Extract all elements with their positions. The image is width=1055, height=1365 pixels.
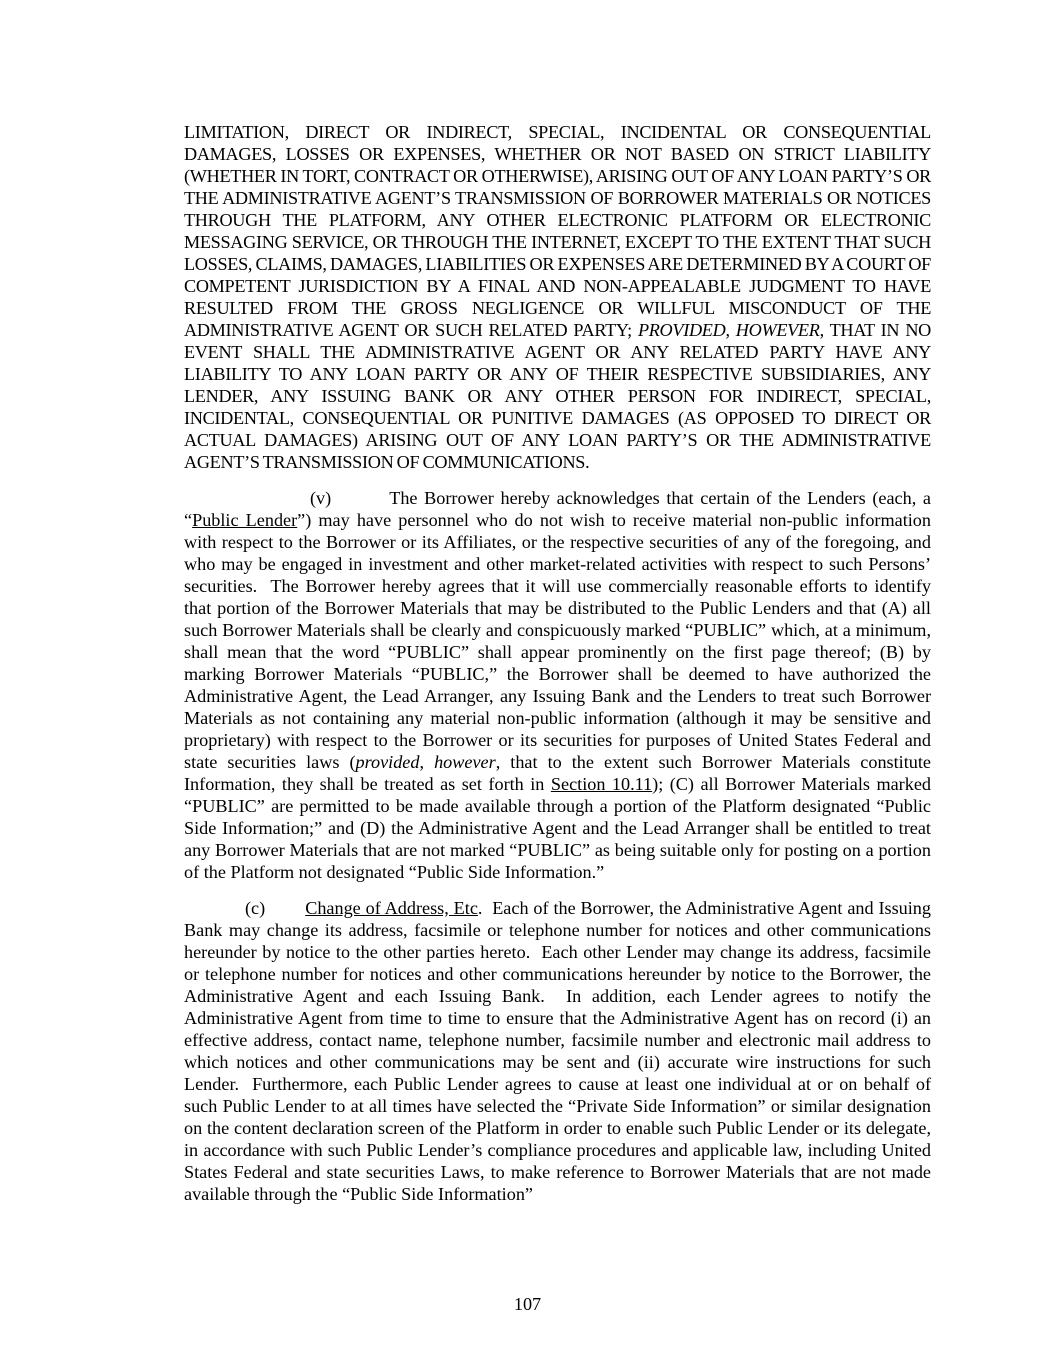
text-run: however xyxy=(434,752,496,772)
text-run: , THAT IN NO EVENT SHALL THE ADMINISTRATIVE AGENT OR ANY RELATED PARTY HAVE ANY LIABILITY TO ANY LOAN PARTY OR ANY OF THEIR RESPECTIVE SUBSIDIARIES, ANY LENDER, ANY ISSUING BANK OR ANY OTHER PERSON FOR INDIRECT, SPECIAL, INCIDENTAL, CONSEQUENTIAL OR PUNITIVE DAMAGES (AS OPPOSED TO DIRECT OR ACTUAL DAMAGES) ARISING OUT OF ANY LOAN PARTY’S OR THE ADMINISTRATIVE AGENT’S TRANSMISSION OF COMMUNICATIONS. xyxy=(184,320,931,472)
text-run: Change of Address, Etc xyxy=(305,898,478,918)
paragraph-change-of-address xyxy=(184,897,931,1205)
page-number: 107 xyxy=(513,1294,542,1314)
paragraph-public-lender xyxy=(184,487,931,883)
text-run: HOWEVER xyxy=(735,320,820,340)
text-run: PROVIDED xyxy=(637,320,726,340)
text-run: (v) xyxy=(310,488,332,508)
text-run: Public Lender xyxy=(192,510,298,530)
text-run: LIMITATION, DIRECT OR INDIRECT, SPECIAL, INCIDENTAL OR CONSEQUENTIAL DAMAGES, LOSSES OR EXPENSES, WHETHER OR NOT BASED ON STRICT LIABILITY (WHETHER IN TORT, CONTRACT OR OTHERWISE), ARISING OUT OF ANY LOAN PARTY’S OR THE ADMINISTRATIVE AGENT’S TRANSMISSION OF BORROWER MATERIALS OR NOTICES THROUGH THE PLATFORM, ANY OTHER ELECTRONIC PLATFORM OR ELECTRONIC MESSAGING SERVICE, OR THROUGH THE INTERNET, EXCEPT TO THE EXTENT THAT SUCH LOSSES, CLAIMS, DAMAGES, LIABILITIES OR EXPENSES ARE DETERMINED BY A COURT OF COMPETENT JURISDICTION BY A FINAL AND NON-APPEALABLE JUDGMENT TO HAVE RESULTED FROM THE GROSS NEGLIGENCE OR WILLFUL MISCONDUCT OF THE ADMINISTRATIVE AGENT OR SUCH RELATED PARTY; xyxy=(184,122,931,340)
text-run: . Each of the Borrower, the Administrative Agent and Issuing Bank may change its address, facsimile or telephone number for notices and other communications hereunder by notice to the other parties hereto. Each other Lender may change its address, facsimile or telephone number for notices and other communications hereunder by notice to the Borrower, the Administrative Agent and each Issuing Bank. In addition, each Lender agrees to notify the Administrative Agent from time to time to ensure that the Administrative Agent has on record (i) an effective address, contact name, telephone number, facsimile number and electronic mail address to which notices and other communications may be sent and (ii) accurate wire instructions for such Lender. Furthermore, each Public Lender agrees to cause at least one individual at or on behalf of such Public Lender to at all times have selected the “Private Side Information” or similar designation on the content declaration screen of the Platform in order to enable such Public Lender or its delegate, in accordance with such Public Lender’s compliance procedures and applicable law, including United States Federal and state securities Laws, to make reference to Borrower Materials that are not made available through the “Public Side Information” xyxy=(184,898,931,1204)
text-run: , xyxy=(725,320,736,340)
text-run: , that to the extent such Borrower Materials constitute Information, they shall be treated as set forth in xyxy=(184,752,931,794)
text-run: Section 10.11 xyxy=(550,774,653,794)
text-run: (c) xyxy=(245,898,266,918)
text-run: , xyxy=(419,752,435,772)
text-run: ”) may have personnel who do not wish to receive material non-public information with respect to the Borrower or its Affiliates, or the respective securities of any of the foregoing, and who may be engaged in investment and other market-related activities with respect to such Persons’ securities. The Borrower hereby agrees that it will use commercially reasonable efforts to identify that portion of the Borrower Materials that may be distributed to the Public Lenders and that (A) all such Borrower Materials shall be clearly and conspicuously marked “PUBLIC” which, at a minimum, shall mean that the word “PUBLIC” shall appear prominently on the first page thereof; (B) by marking Borrower Materials “PUBLIC,” the Borrower shall be deemed to have authorized the Administrative Agent, the Lead Arranger, any Issuing Bank and the Lenders to treat such Borrower Materials as not containing any material non-public information (although it may be sensitive and proprietary) with respect to the Borrower or its securities for purposes of United States Federal and state securities laws ( xyxy=(184,510,931,772)
text-run: provided xyxy=(355,752,420,772)
text-run: The Borrower hereby acknowledges that certain of the Lenders (each, a “ xyxy=(184,488,931,530)
text-run: ); (C) all Borrower Materials marked “PUBLIC” are permitted to be made available through a portion of the Platform designated “Public Side Information;” and (D) the Administrative Agent and the Lead Arranger shall be entitled to treat any Borrower Materials that are not marked “PUBLIC” as being suitable only for posting on a portion of the Platform not designated “Public Side Information.” xyxy=(184,774,931,882)
document-body xyxy=(184,121,931,1219)
paragraph-limitation-liability xyxy=(184,121,931,473)
